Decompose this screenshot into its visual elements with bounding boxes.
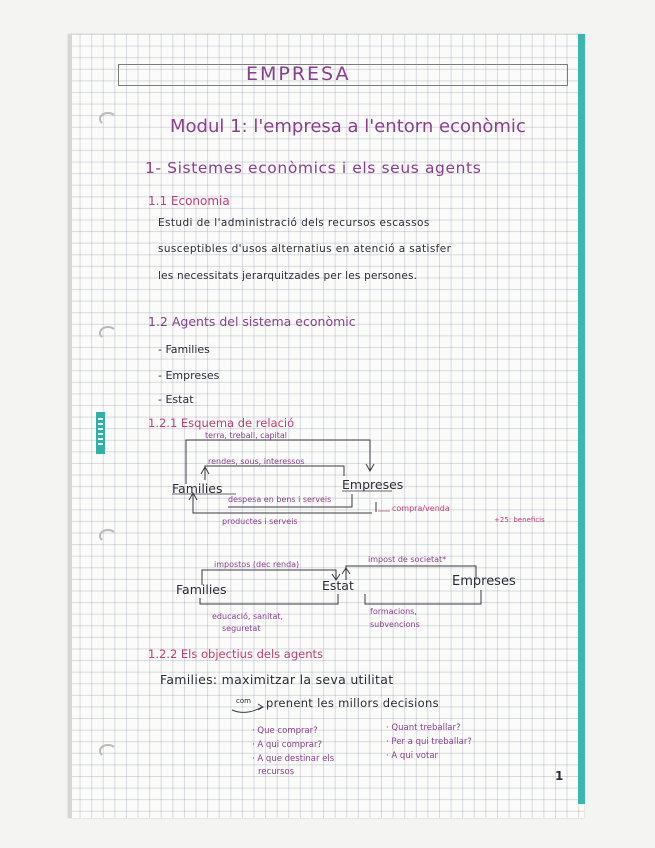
note-purchase-sale: compra/venda — [392, 504, 450, 513]
node-families: Families — [172, 481, 223, 496]
note-profit: +25: beneficis — [494, 516, 545, 524]
node-empreses-2: Empreses — [452, 574, 516, 589]
subsection-heading-scheme: 1.2.1 Esquema de relació — [148, 416, 295, 430]
question-item: recursos — [258, 767, 295, 777]
node-estat: Estat — [322, 578, 354, 593]
flow-label-public-services: seguretat — [222, 624, 261, 633]
subsection-heading-agents: 1.2 Agents del sistema econòmic — [148, 314, 356, 329]
definition-line: susceptibles d'usos alternatius en atenció a satisfer — [158, 243, 452, 255]
section-heading: 1- Sistemes econòmics i els seus agents — [145, 159, 482, 177]
decision-line: prenent les millors decisions — [266, 696, 439, 710]
agent-list-item: - Families — [158, 343, 210, 356]
flow-label-products: productes i serveis — [222, 517, 298, 526]
question-item: · Per a qui treballar? — [386, 737, 472, 747]
question-item: · A qui votar — [386, 751, 439, 761]
question-item: · Que comprar? — [252, 726, 318, 736]
module-title: Modul 1: l'empresa a l'entorn econòmic — [170, 116, 526, 137]
decision-marker: com — [236, 697, 251, 705]
flow-label-subsidies: formacions, — [370, 607, 417, 616]
definition-line: Estudi de l'administració dels recursos escassos — [158, 217, 430, 229]
flow-label-factors: terra, treball, capital — [205, 431, 288, 440]
question-item: · A qui comprar? — [252, 740, 323, 750]
question-item: · Quant treballar? — [386, 723, 461, 733]
subsection-heading-economia: 1.1 Economia — [148, 194, 230, 208]
page-title: EMPRESA — [246, 63, 351, 85]
node-empreses: Empreses — [342, 477, 404, 492]
node-families-2: Families — [176, 582, 227, 597]
agent-list-item: - Empreses — [158, 369, 220, 382]
flow-label-public-services: educació, sanitat, — [212, 612, 284, 621]
flow-label-income-tax: impostos (dec renda) — [214, 560, 300, 569]
families-goal: Families: maximitzar la seva utilitat — [160, 672, 394, 687]
question-item: · A que destinar els — [252, 754, 335, 764]
definition-line: les necessitats jerarquitzades per les persones. — [158, 270, 418, 282]
flow-label-corporate-tax: impost de societat* — [368, 555, 447, 564]
flow-label-subsidies: subvencions — [370, 620, 420, 629]
subsection-heading-objectives: 1.2.2 Els objectius dels agents — [148, 647, 324, 661]
flow-label-income: rendes, sous, interessos — [208, 457, 305, 466]
agent-list-item: - Estat — [158, 393, 194, 406]
flow-label-spending: despesa en bens i serveis — [228, 495, 332, 504]
page-number: 1 — [555, 769, 564, 783]
